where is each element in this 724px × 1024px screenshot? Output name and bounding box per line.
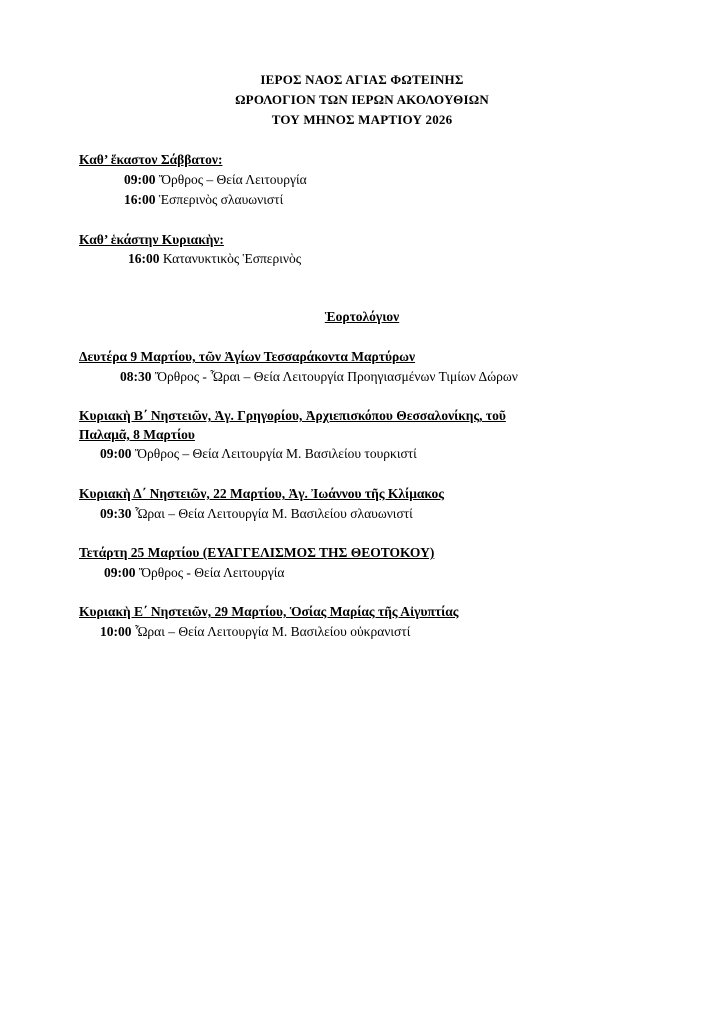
event-service <box>100 504 413 524</box>
event-service <box>100 444 417 464</box>
service-description: Ἑσπερινὸς σλαυωνιστί <box>158 192 284 207</box>
header-church-name: ΙΕΡΟΣ ΝΑΟΣ ΑΓΙΑΣ ΦΩΤΕΙΝΗΣ <box>260 72 464 87</box>
event-heading: Τετάρτη 25 Μαρτίου (ΕΥΑΓΓΕΛΙΣΜΟΣ ΤΗΣ ΘΕΟΤΟΚΟΥ) <box>79 545 435 560</box>
event-heading: Κυριακὴ Β΄ Νηστειῶν, Ἁγ. Γρηγορίου, Ἀρχιεπισκόπου Θεσσαλονίκης, τοῦ <box>79 408 506 423</box>
header-schedule-title: ΩΡΟΛΟΓΙΟΝ ΤΩΝ ΙΕΡΩΝ ΑΚΟΛΟΥΘΙΩΝ <box>235 92 489 107</box>
service-description: Ὄρθρος - Ὧραι – Θεία Λειτουργία Προηγιασμένων Τιμίων Δώρων <box>154 369 518 384</box>
service-description: Ὧραι – Θεία Λειτουργία Μ. Βασιλείου οὐκρανιστί <box>134 624 411 639</box>
service-description: Ὄρθρος – Θεία Λειτουργία <box>158 172 307 187</box>
event-service <box>100 622 410 642</box>
event-heading: Δευτέρα 9 Μαρτίου, τῶν Ἁγίων Τεσσαράκοντα Μαρτύρων <box>79 349 416 364</box>
service-description: Κατανυκτικὸς Ἑσπερινὸς <box>162 251 302 266</box>
service-time: 10:00 <box>100 624 132 639</box>
service-description: Ὧραι – Θεία Λειτουργία Μ. Βασιλείου σλαυωνιστί <box>134 506 413 521</box>
saturday-service-2 <box>124 190 283 210</box>
service-time: 08:30 <box>120 369 152 384</box>
service-time: 09:00 <box>104 565 136 580</box>
event-heading: Κυριακὴ Δ΄ Νηστειῶν, 22 Μαρτίου, Ἁγ. Ἰωάννου τῆς Κλίμακος <box>79 486 444 501</box>
document-header <box>0 70 724 130</box>
service-description: Ὄρθρος - Θεία Λειτουργία <box>138 565 285 580</box>
event-heading: Κυριακὴ Ε΄ Νηστειῶν, 29 Μαρτίου, Ὁσίας Μαρίας τῆς Αἰγυπτίας <box>79 604 459 619</box>
service-description: Ὄρθρος – Θεία Λειτουργία Μ. Βασιλείου τουρκιστί <box>134 446 417 461</box>
service-time: 09:00 <box>100 446 132 461</box>
event-heading-continued: Παλαμᾶ, 8 Μαρτίου <box>79 427 195 442</box>
service-time: 09:00 <box>124 172 156 187</box>
saturday-heading: Καθ’ ἕκαστον Σάββατον: <box>79 152 223 167</box>
sunday-heading: Καθ’ ἑκάστην Κυριακὴν: <box>79 232 224 247</box>
header-month: ΤΟΥ ΜΗΝΟΣ ΜΑΡΤΙΟΥ 2026 <box>271 112 453 127</box>
saturday-service-1 <box>124 170 307 190</box>
service-time: 09:30 <box>100 506 132 521</box>
calendar-title: Ἑορτολόγιον <box>324 309 400 324</box>
service-time: 16:00 <box>128 251 160 266</box>
service-time: 16:00 <box>124 192 156 207</box>
event-service <box>120 367 518 387</box>
sunday-service-1 <box>128 249 301 269</box>
event-service <box>104 563 284 583</box>
